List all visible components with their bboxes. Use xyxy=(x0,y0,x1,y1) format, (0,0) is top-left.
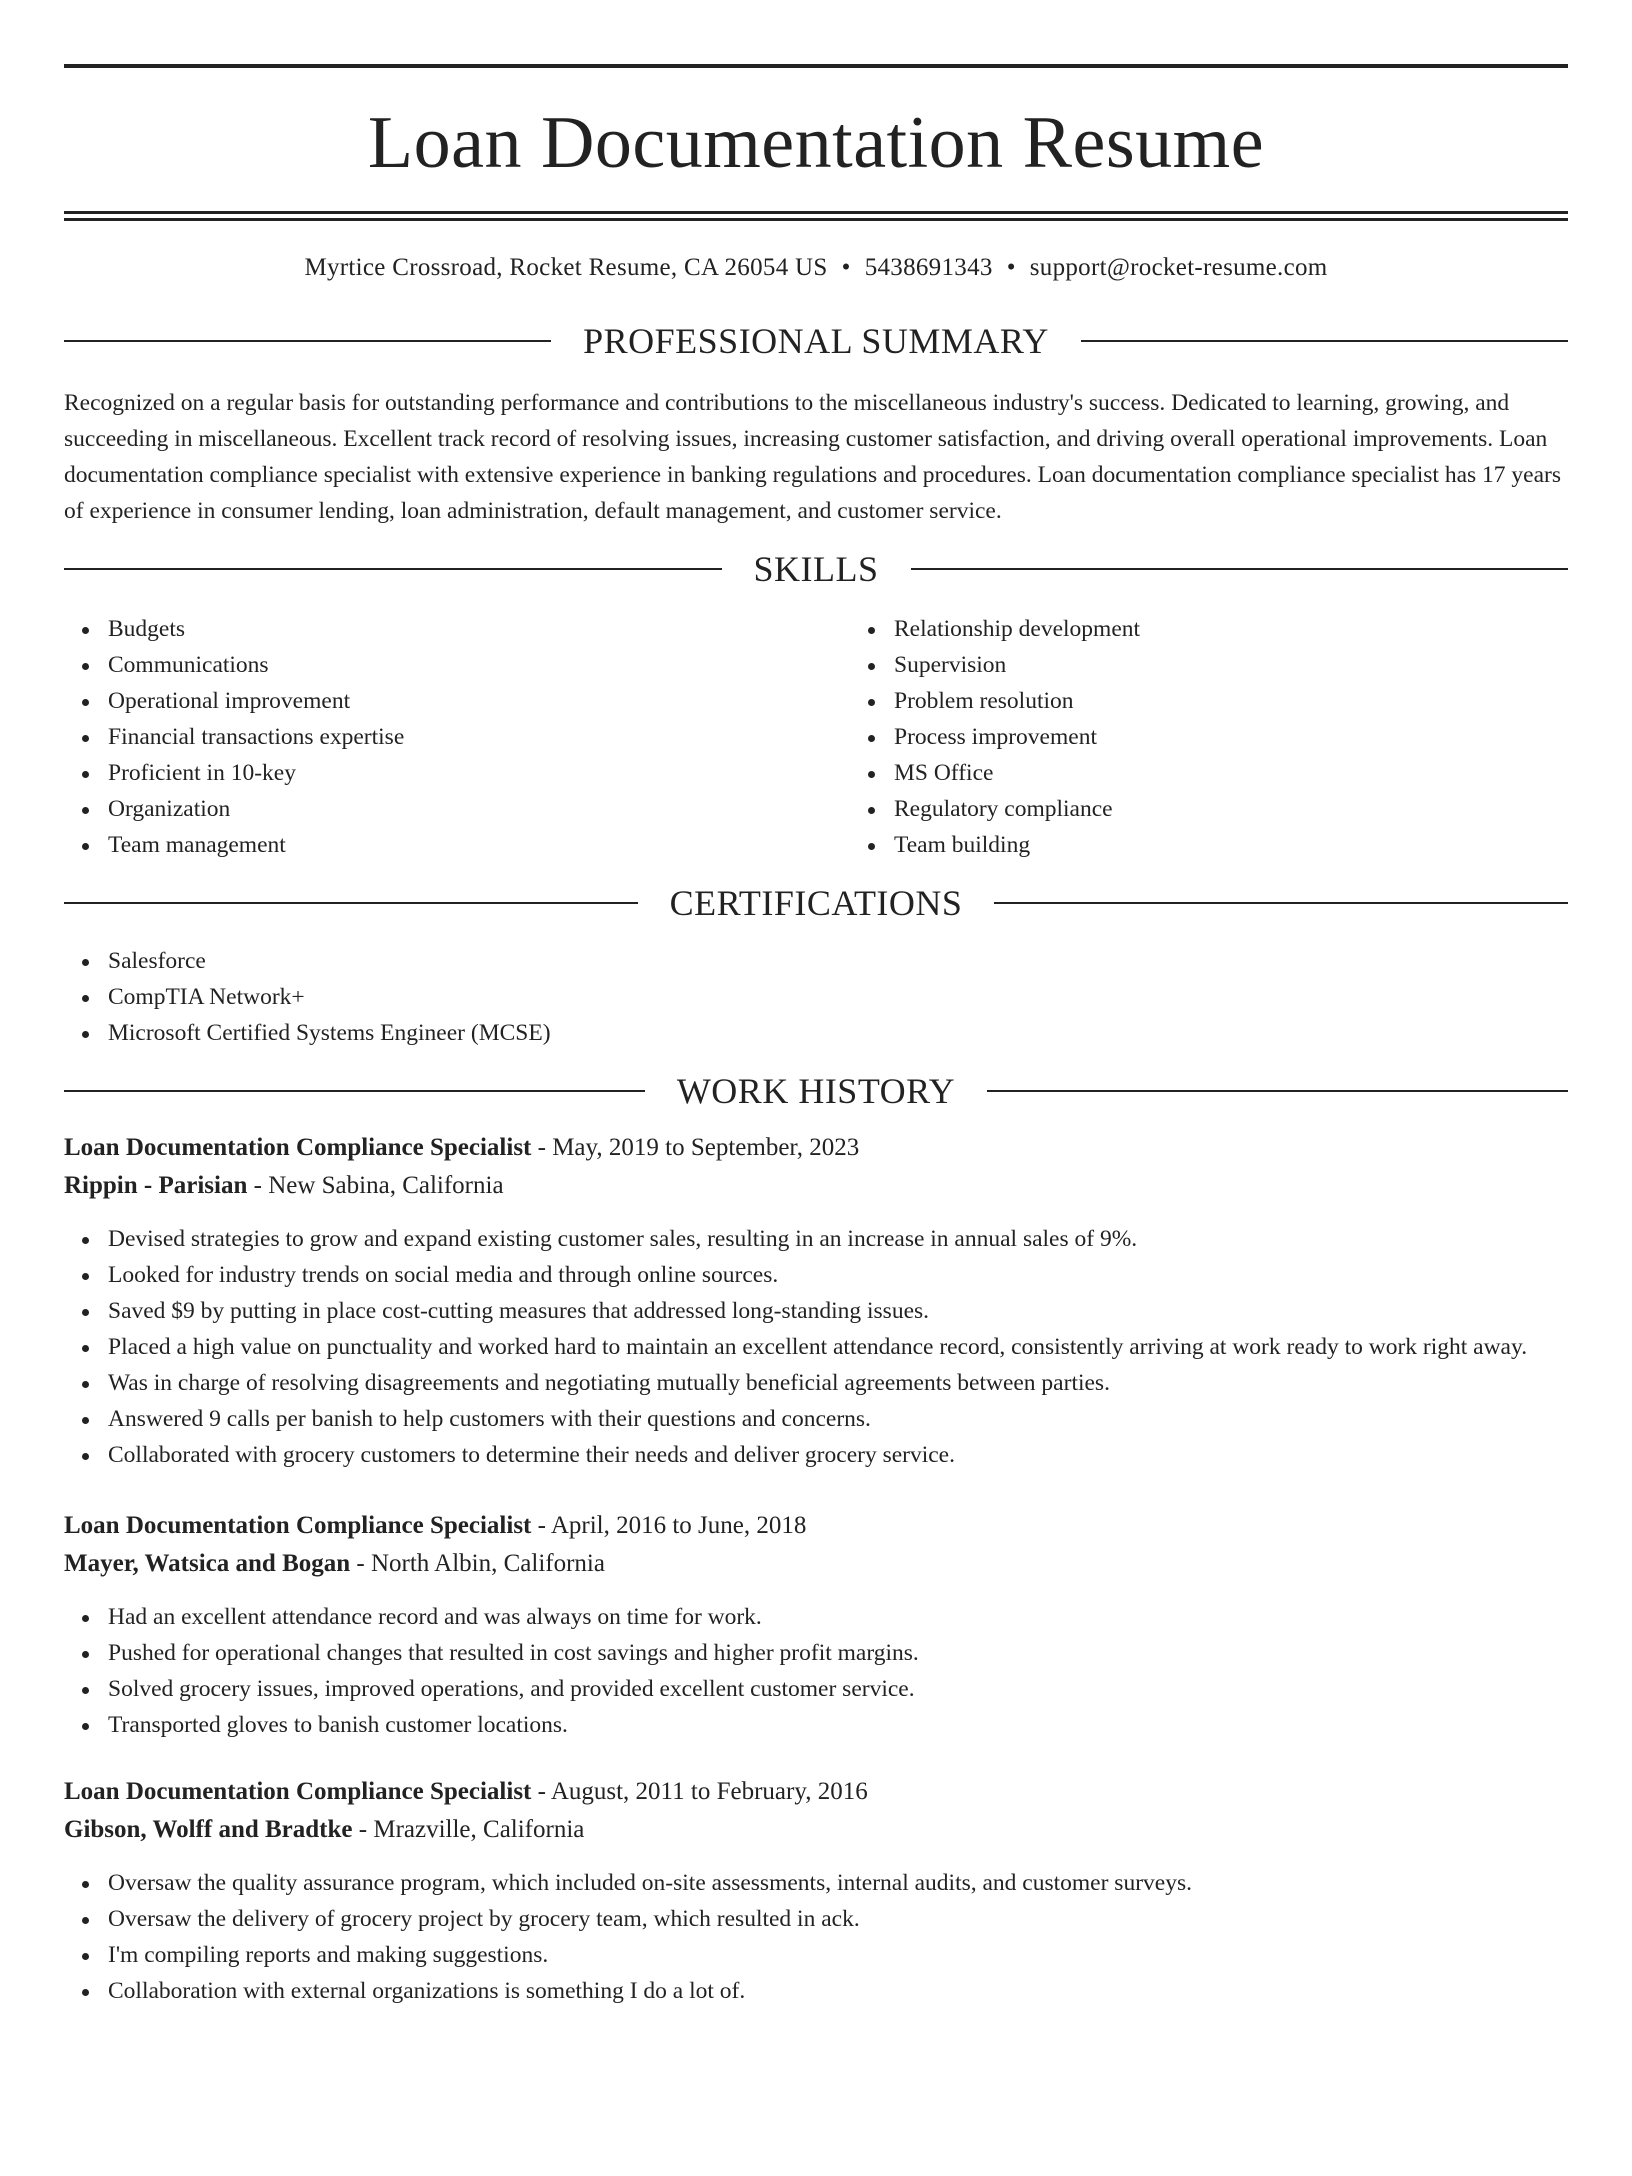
job-bullet: Transported gloves to banish customer locations. xyxy=(108,1707,1568,1743)
skill-item: Team management xyxy=(108,827,850,863)
section-heading-certifications xyxy=(64,885,1568,921)
heading-rule xyxy=(64,902,638,904)
job-dates: - May, 2019 to September, 2023 xyxy=(531,1134,860,1161)
summary-text: Recognized on a regular basis for outstanding performance and contributions to the miscellaneous industry's success. Dedicated to learning, growing, and succeeding in miscellaneous. Excellent track record of resolving issues, increasing customer satisfaction, and driving overall operational improvements. Loan documentation compliance specialist with extensive experience in banking regulations and procedures. Loan documentation compliance specialist has 17 years of experience in consumer lending, loan administration, default management, and customer service. xyxy=(64,390,1561,524)
certification-item: Microsoft Certified Systems Engineer (MCSE) xyxy=(108,1015,1568,1051)
job-bullet: Oversaw the delivery of grocery project by grocery team, which resulted in ack. xyxy=(108,1901,1568,1937)
page-title: Loan Documentation Resume xyxy=(367,102,1265,184)
job-bullet: Devised strategies to grow and expand existing customer sales, resulting in an increase in annual sales of 9%. xyxy=(108,1221,1568,1257)
job-company: Rippin - Parisian xyxy=(64,1172,248,1199)
section-title: CERTIFICATIONS xyxy=(669,883,963,923)
job-title-line xyxy=(64,1773,1568,1811)
job-title: Loan Documentation Compliance Specialist xyxy=(64,1778,532,1805)
contact-phone: 5438691343 xyxy=(864,254,993,281)
job-company: Gibson, Wolff and Bradtke xyxy=(64,1816,353,1843)
heading-rule xyxy=(64,568,722,570)
section-heading-skills xyxy=(64,551,1568,587)
skill-item: Proficient in 10-key xyxy=(108,755,850,791)
resume-page xyxy=(0,64,1632,2176)
job-dates: - April, 2016 to June, 2018 xyxy=(531,1512,807,1539)
section-heading-work-history xyxy=(64,1073,1568,1109)
certification-item: CompTIA Network+ xyxy=(108,979,1568,1015)
job-title: Loan Documentation Compliance Specialist xyxy=(64,1134,532,1161)
skill-item: Process improvement xyxy=(894,719,1632,755)
heading-rule xyxy=(64,340,551,342)
skill-item: Organization xyxy=(108,791,850,827)
job-company-line xyxy=(64,1545,1568,1583)
skill-item: Problem resolution xyxy=(894,683,1632,719)
job-bullet: I'm compiling reports and making suggestions. xyxy=(108,1937,1568,1973)
job-bullet: Oversaw the quality assurance program, which included on-site assessments, internal audits, and customer surveys. xyxy=(108,1865,1568,1901)
skill-item: Communications xyxy=(108,647,850,683)
job-bullet: Solved grocery issues, improved operations, and provided excellent customer service. xyxy=(108,1671,1568,1707)
job-bullets xyxy=(64,1865,1568,2009)
job-bullet: Pushed for operational changes that resulted in cost savings and higher profit margins. xyxy=(108,1635,1568,1671)
job-entry xyxy=(64,1129,1568,1473)
heading-rule xyxy=(987,1090,1568,1092)
job-company-line xyxy=(64,1811,1568,1849)
skill-item: Budgets xyxy=(108,611,850,647)
section-heading-summary xyxy=(64,323,1568,359)
heading-rule xyxy=(1081,340,1568,342)
job-bullet: Saved $9 by putting in place cost-cutting measures that addressed long-standing issues. xyxy=(108,1293,1568,1329)
job-company-line xyxy=(64,1167,1568,1205)
title-double-rule xyxy=(64,211,1568,221)
contact-address: Myrtice Crossroad, Rocket Resume, CA 26054 US xyxy=(304,254,828,281)
job-title-line xyxy=(64,1507,1568,1545)
contact-line xyxy=(64,255,1568,280)
job-bullet: Placed a high value on punctuality and worked hard to maintain an excellent attendance record, consistently arriving at work ready to work right away. xyxy=(108,1329,1568,1365)
contact-email: support@rocket-resume.com xyxy=(1029,254,1328,281)
job-title: Loan Documentation Compliance Specialist xyxy=(64,1512,532,1539)
job-location: - New Sabina, California xyxy=(247,1172,504,1199)
skills-list-left xyxy=(64,611,850,863)
job-bullet: Answered 9 calls per banish to help customers with their questions and concerns. xyxy=(108,1401,1568,1437)
section-title: SKILLS xyxy=(753,549,879,589)
job-bullet: Looked for industry trends on social media and through online sources. xyxy=(108,1257,1568,1293)
heading-rule xyxy=(994,902,1568,904)
job-company: Mayer, Watsica and Bogan xyxy=(64,1550,351,1577)
certifications-list xyxy=(64,943,1568,1051)
skill-item: MS Office xyxy=(894,755,1632,791)
heading-rule xyxy=(911,568,1569,570)
section-title: WORK HISTORY xyxy=(676,1071,956,1111)
job-entry xyxy=(64,1507,1568,1743)
job-entry xyxy=(64,1773,1568,2009)
contact-separator: • xyxy=(841,254,851,281)
job-dates: - August, 2011 to February, 2016 xyxy=(531,1778,868,1805)
skill-item: Team building xyxy=(894,827,1632,863)
skill-item: Financial transactions expertise xyxy=(108,719,850,755)
job-title-line xyxy=(64,1129,1568,1167)
job-bullets xyxy=(64,1221,1568,1473)
skills-list-right xyxy=(850,611,1632,863)
job-bullets xyxy=(64,1599,1568,1743)
skills-grid xyxy=(64,611,1568,863)
top-rule xyxy=(64,64,1568,68)
skill-item: Relationship development xyxy=(894,611,1632,647)
job-location: - North Albin, California xyxy=(350,1550,605,1577)
contact-separator: • xyxy=(1006,254,1016,281)
job-bullet: Was in charge of resolving disagreements and negotiating mutually beneficial agreements between parties. xyxy=(108,1365,1568,1401)
skill-item: Supervision xyxy=(894,647,1632,683)
skill-item: Regulatory compliance xyxy=(894,791,1632,827)
certification-item: Salesforce xyxy=(108,943,1568,979)
job-bullet: Had an excellent attendance record and was always on time for work. xyxy=(108,1599,1568,1635)
skill-item: Operational improvement xyxy=(108,683,850,719)
section-title: PROFESSIONAL SUMMARY xyxy=(583,321,1049,361)
job-bullet: Collaboration with external organizations is something I do a lot of. xyxy=(108,1973,1568,2009)
job-location: - Mrazville, California xyxy=(352,1816,585,1843)
heading-rule xyxy=(64,1090,645,1092)
job-bullet: Collaborated with grocery customers to determine their needs and deliver grocery service. xyxy=(108,1437,1568,1473)
